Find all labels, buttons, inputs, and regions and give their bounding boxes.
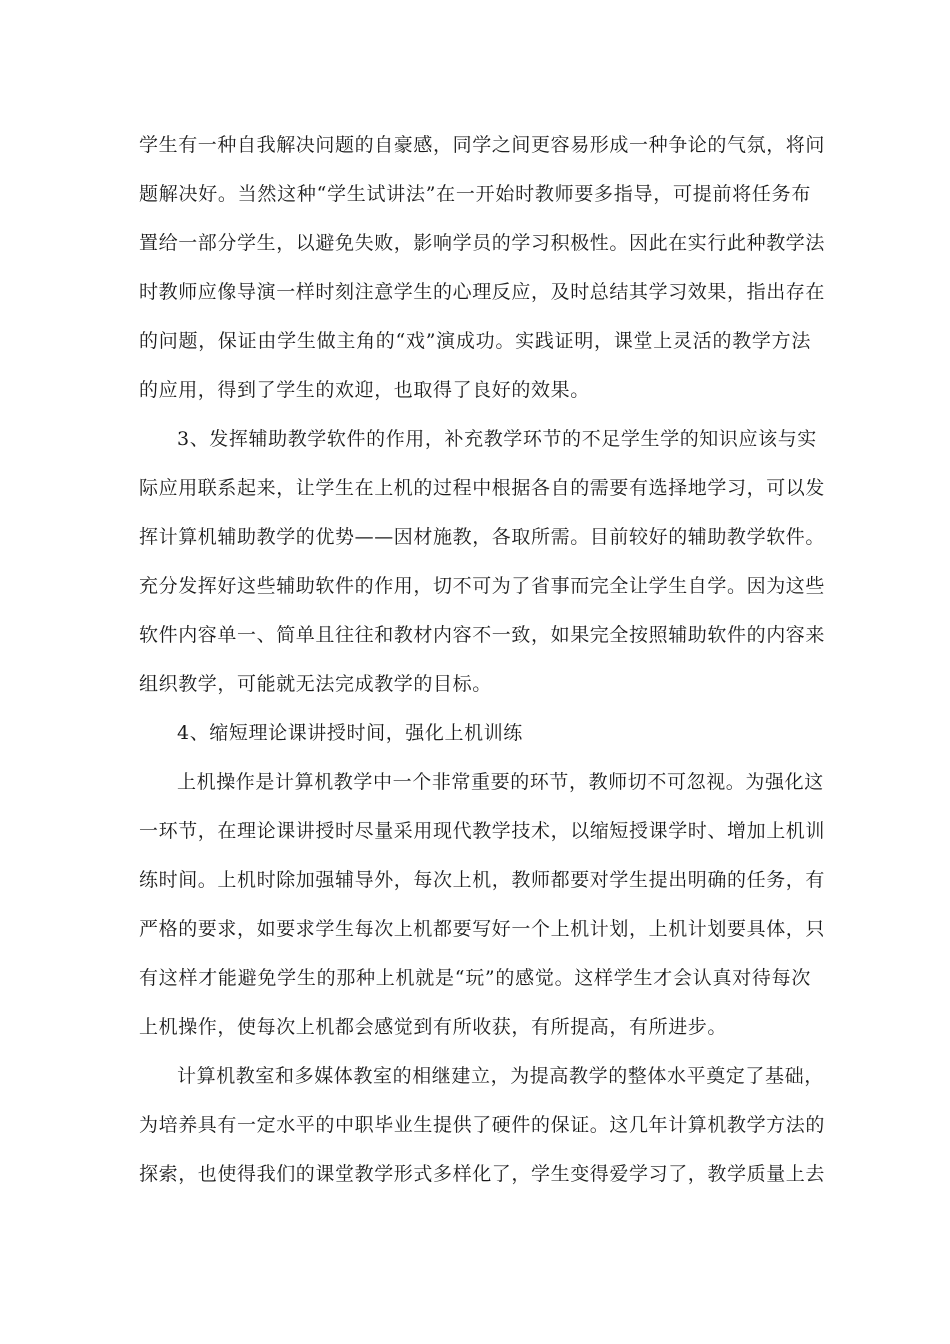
- section-heading-line: 3、发挥辅助教学软件的作用，补充教学环节的不足学生学的知识应该与实: [177, 428, 817, 450]
- text-line: 充分发挥好这些辅助软件的作用，切不可为了省事而完全让学生自学。因为这些: [139, 575, 826, 597]
- text-line: 挥计算机辅助教学的优势——因材施教，各取所需。目前较好的辅助教学软件。: [139, 526, 826, 548]
- text-line: 际应用联系起来，让学生在上机的过程中根据各自的需要有选择地学习，可以发: [139, 477, 826, 499]
- text-line: 置给一部分学生，以避免失败，影响学员的学习积极性。因此在实行此种教学法: [139, 232, 826, 254]
- text-line: 探索，也使得我们的课堂教学形式多样化了，学生变得爱学习了，教学质量上去: [139, 1163, 826, 1185]
- paragraph-section-3: [139, 415, 826, 709]
- text-line: 练时间。上机时除加强辅导外，每次上机，教师都要对学生提出明确的任务，有: [139, 869, 826, 891]
- text-line: 有这样才能避免学生的那种上机就是“玩”的感觉。这样学生才会认真对待每次: [139, 967, 811, 989]
- text-line: 组织教学，可能就无法完成教学的目标。: [139, 673, 492, 695]
- paragraph-conclusion: [139, 1052, 826, 1199]
- paragraph-teaching-method: [139, 121, 826, 415]
- text-line: 严格的要求，如要求学生每次上机都要写好一个上机计划，上机计划要具体，只: [139, 918, 826, 940]
- text-line: 软件内容单一、简单且往往和教材内容不一致，如果完全按照辅助软件的内容来: [139, 624, 826, 646]
- paragraph-lab-practice: [139, 758, 826, 1052]
- text-line: 为培养具有一定水平的中职毕业生提供了硬件的保证。这几年计算机教学方法的: [139, 1114, 826, 1136]
- text-line: 的问题，保证由学生做主角的“戏”演成功。实践证明，课堂上灵活的教学方法: [139, 330, 811, 352]
- text-line: 上机操作是计算机教学中一个非常重要的环节，教师切不可忽视。为强化这: [177, 771, 824, 793]
- text-line: 的应用，得到了学生的欢迎，也取得了良好的效果。: [139, 379, 590, 401]
- text-line: 学生有一种自我解决问题的自豪感，同学之间更容易形成一种争论的气氛，将问: [139, 134, 826, 156]
- text-line: 题解决好。当然这种“学生试讲法”在一开始时教师要多指导，可提前将任务布: [139, 183, 811, 205]
- text-line: 上机操作，使每次上机都会感觉到有所收获，有所提高，有所进步。: [139, 1016, 728, 1038]
- text-line: 计算机教室和多媒体教室的相继建立，为提高教学的整体水平奠定了基础，: [177, 1065, 824, 1087]
- section-heading-line: 4、缩短理论课讲授时间，强化上机训练: [177, 722, 523, 744]
- section-heading-4: [139, 709, 811, 758]
- document-body: [139, 121, 826, 1199]
- text-line: 时教师应像导演一样时刻注意学生的心理反应，及时总结其学习效果，指出存在: [139, 281, 826, 303]
- text-line: 一环节，在理论课讲授时尽量采用现代教学技术，以缩短授课学时、增加上机训: [139, 820, 826, 842]
